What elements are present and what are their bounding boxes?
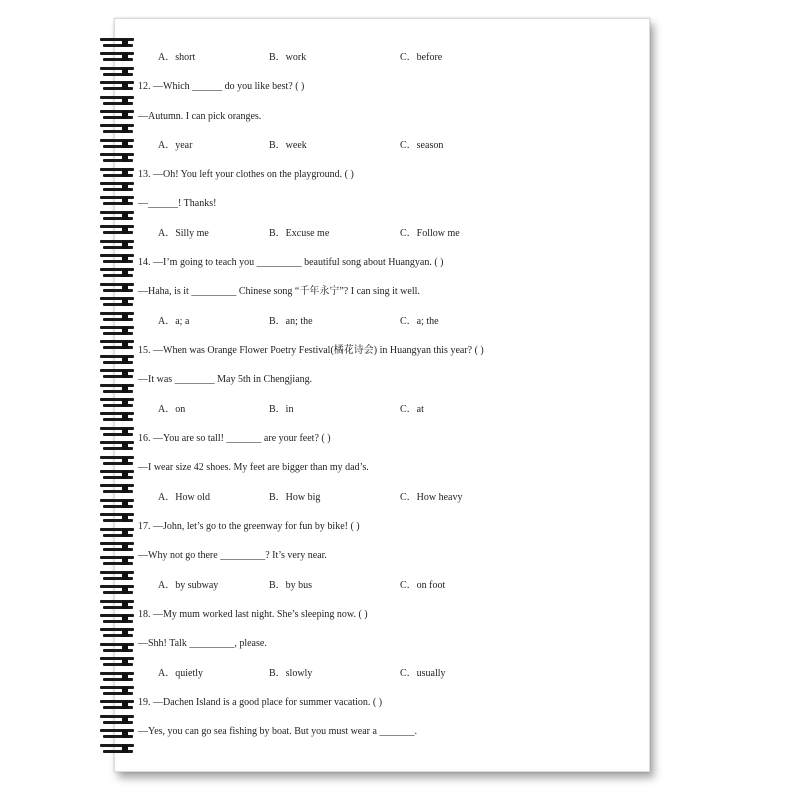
question-line: 18. —My mum worked last night. She’s sleeping now. ( ) (138, 609, 368, 620)
spiral-coil (100, 338, 136, 352)
option-a[interactable]: A．short (158, 52, 196, 63)
question-line: 15. —When was Orange Flower Poetry Festival(橘花诗会) in Huangyan this year? ( ) (138, 345, 484, 356)
spiral-coil (100, 79, 136, 93)
spiral-coil (100, 252, 136, 266)
option-c[interactable]: C．How heavy (400, 492, 463, 503)
option-b[interactable]: B．work (269, 52, 307, 63)
spiral-coil (100, 626, 136, 640)
option-b[interactable]: B．slowly (269, 668, 313, 679)
question-line: —It was ________ May 5th in Chengjiang. (138, 374, 313, 385)
question-line: 16. —You are so tall! _______ are your feet? ( ) (138, 433, 331, 444)
spiral-coil (100, 670, 136, 684)
option-a[interactable]: A．quietly (158, 668, 203, 679)
question-line: —Shh! Talk _________, please. (138, 638, 267, 649)
option-a[interactable]: A．How old (158, 492, 210, 503)
spiral-coil (100, 526, 136, 540)
option-b[interactable]: B．by bus (269, 580, 313, 591)
spiral-binding (100, 36, 140, 756)
spiral-coil (100, 122, 136, 136)
spiral-coil (100, 353, 136, 367)
option-b[interactable]: B．Excuse me (269, 228, 330, 239)
spiral-coil (100, 497, 136, 511)
spiral-coil (100, 151, 136, 165)
spiral-coil (100, 598, 136, 612)
option-a[interactable]: A．Silly me (158, 228, 209, 239)
question-line: —Haha, is it _________ Chinese song “千年永宁”? I can sing it well. (138, 286, 420, 297)
question-line: 17. —John, let’s go to the greenway for fun by bike! ( ) (138, 521, 360, 532)
spiral-coil (100, 583, 136, 597)
question-line: 14. —I’m going to teach you _________ beautiful song about Huangyan. ( ) (138, 257, 444, 268)
option-c[interactable]: C．a; the (400, 316, 439, 327)
spiral-coil (100, 396, 136, 410)
spiral-coil (100, 137, 136, 151)
spiral-coil (100, 468, 136, 482)
option-c[interactable]: C．before (400, 52, 443, 63)
spiral-coil (100, 569, 136, 583)
option-a[interactable]: A．year (158, 140, 193, 151)
spiral-coil (100, 50, 136, 64)
spiral-coil (100, 65, 136, 79)
spiral-coil (100, 713, 136, 727)
spiral-coil (100, 425, 136, 439)
spiral-coil (100, 742, 136, 756)
spiral-coil (100, 94, 136, 108)
spiral-coil (100, 511, 136, 525)
option-b[interactable]: B．week (269, 140, 307, 151)
spiral-coil (100, 684, 136, 698)
spiral-coil (100, 367, 136, 381)
option-a[interactable]: A．on (158, 404, 186, 415)
option-c[interactable]: C．Follow me (400, 228, 460, 239)
option-b[interactable]: B．an; the (269, 316, 313, 327)
spiral-coil (100, 238, 136, 252)
exercise-content (138, 52, 638, 772)
spiral-coil (100, 209, 136, 223)
spiral-coil (100, 166, 136, 180)
spiral-coil (100, 410, 136, 424)
spiral-coil (100, 698, 136, 712)
spiral-coil (100, 655, 136, 669)
question-line: —Yes, you can go sea fishing by boat. But you must wear a _______. (138, 726, 417, 737)
option-b[interactable]: B．How big (269, 492, 321, 503)
spiral-coil (100, 108, 136, 122)
question-line: —Why not go there _________? It’s very near. (138, 550, 327, 561)
question-line: 19. —Dachen Island is a good place for summer vacation. ( ) (138, 697, 383, 708)
spiral-coil (100, 554, 136, 568)
spiral-coil (100, 281, 136, 295)
spiral-coil (100, 454, 136, 468)
spiral-coil (100, 180, 136, 194)
spiral-coil (100, 612, 136, 626)
option-a[interactable]: A．by subway (158, 580, 219, 591)
spiral-coil (100, 194, 136, 208)
spiral-coil (100, 727, 136, 741)
option-c[interactable]: C．season (400, 140, 444, 151)
option-c[interactable]: C．on foot (400, 580, 446, 591)
question-line: 12. —Which ______ do you like best? ( ) (138, 81, 305, 92)
spiral-coil (100, 295, 136, 309)
spiral-coil (100, 324, 136, 338)
spiral-coil (100, 266, 136, 280)
spiral-coil (100, 382, 136, 396)
option-c[interactable]: C．at (400, 404, 424, 415)
spiral-coil (100, 223, 136, 237)
spiral-coil (100, 482, 136, 496)
question-line: —Autumn. I can pick oranges. (138, 111, 262, 122)
question-line: —______! Thanks! (138, 198, 217, 209)
spiral-coil (100, 641, 136, 655)
spiral-coil (100, 439, 136, 453)
spiral-coil (100, 310, 136, 324)
option-a[interactable]: A．a; a (158, 316, 190, 327)
spiral-coil (100, 540, 136, 554)
question-line: 13. —Oh! You left your clothes on the playground. ( ) (138, 169, 354, 180)
option-b[interactable]: B．in (269, 404, 294, 415)
option-c[interactable]: C．usually (400, 668, 446, 679)
question-line: —I wear size 42 shoes. My feet are bigger than my dad’s. (138, 462, 369, 473)
spiral-coil (100, 36, 136, 50)
